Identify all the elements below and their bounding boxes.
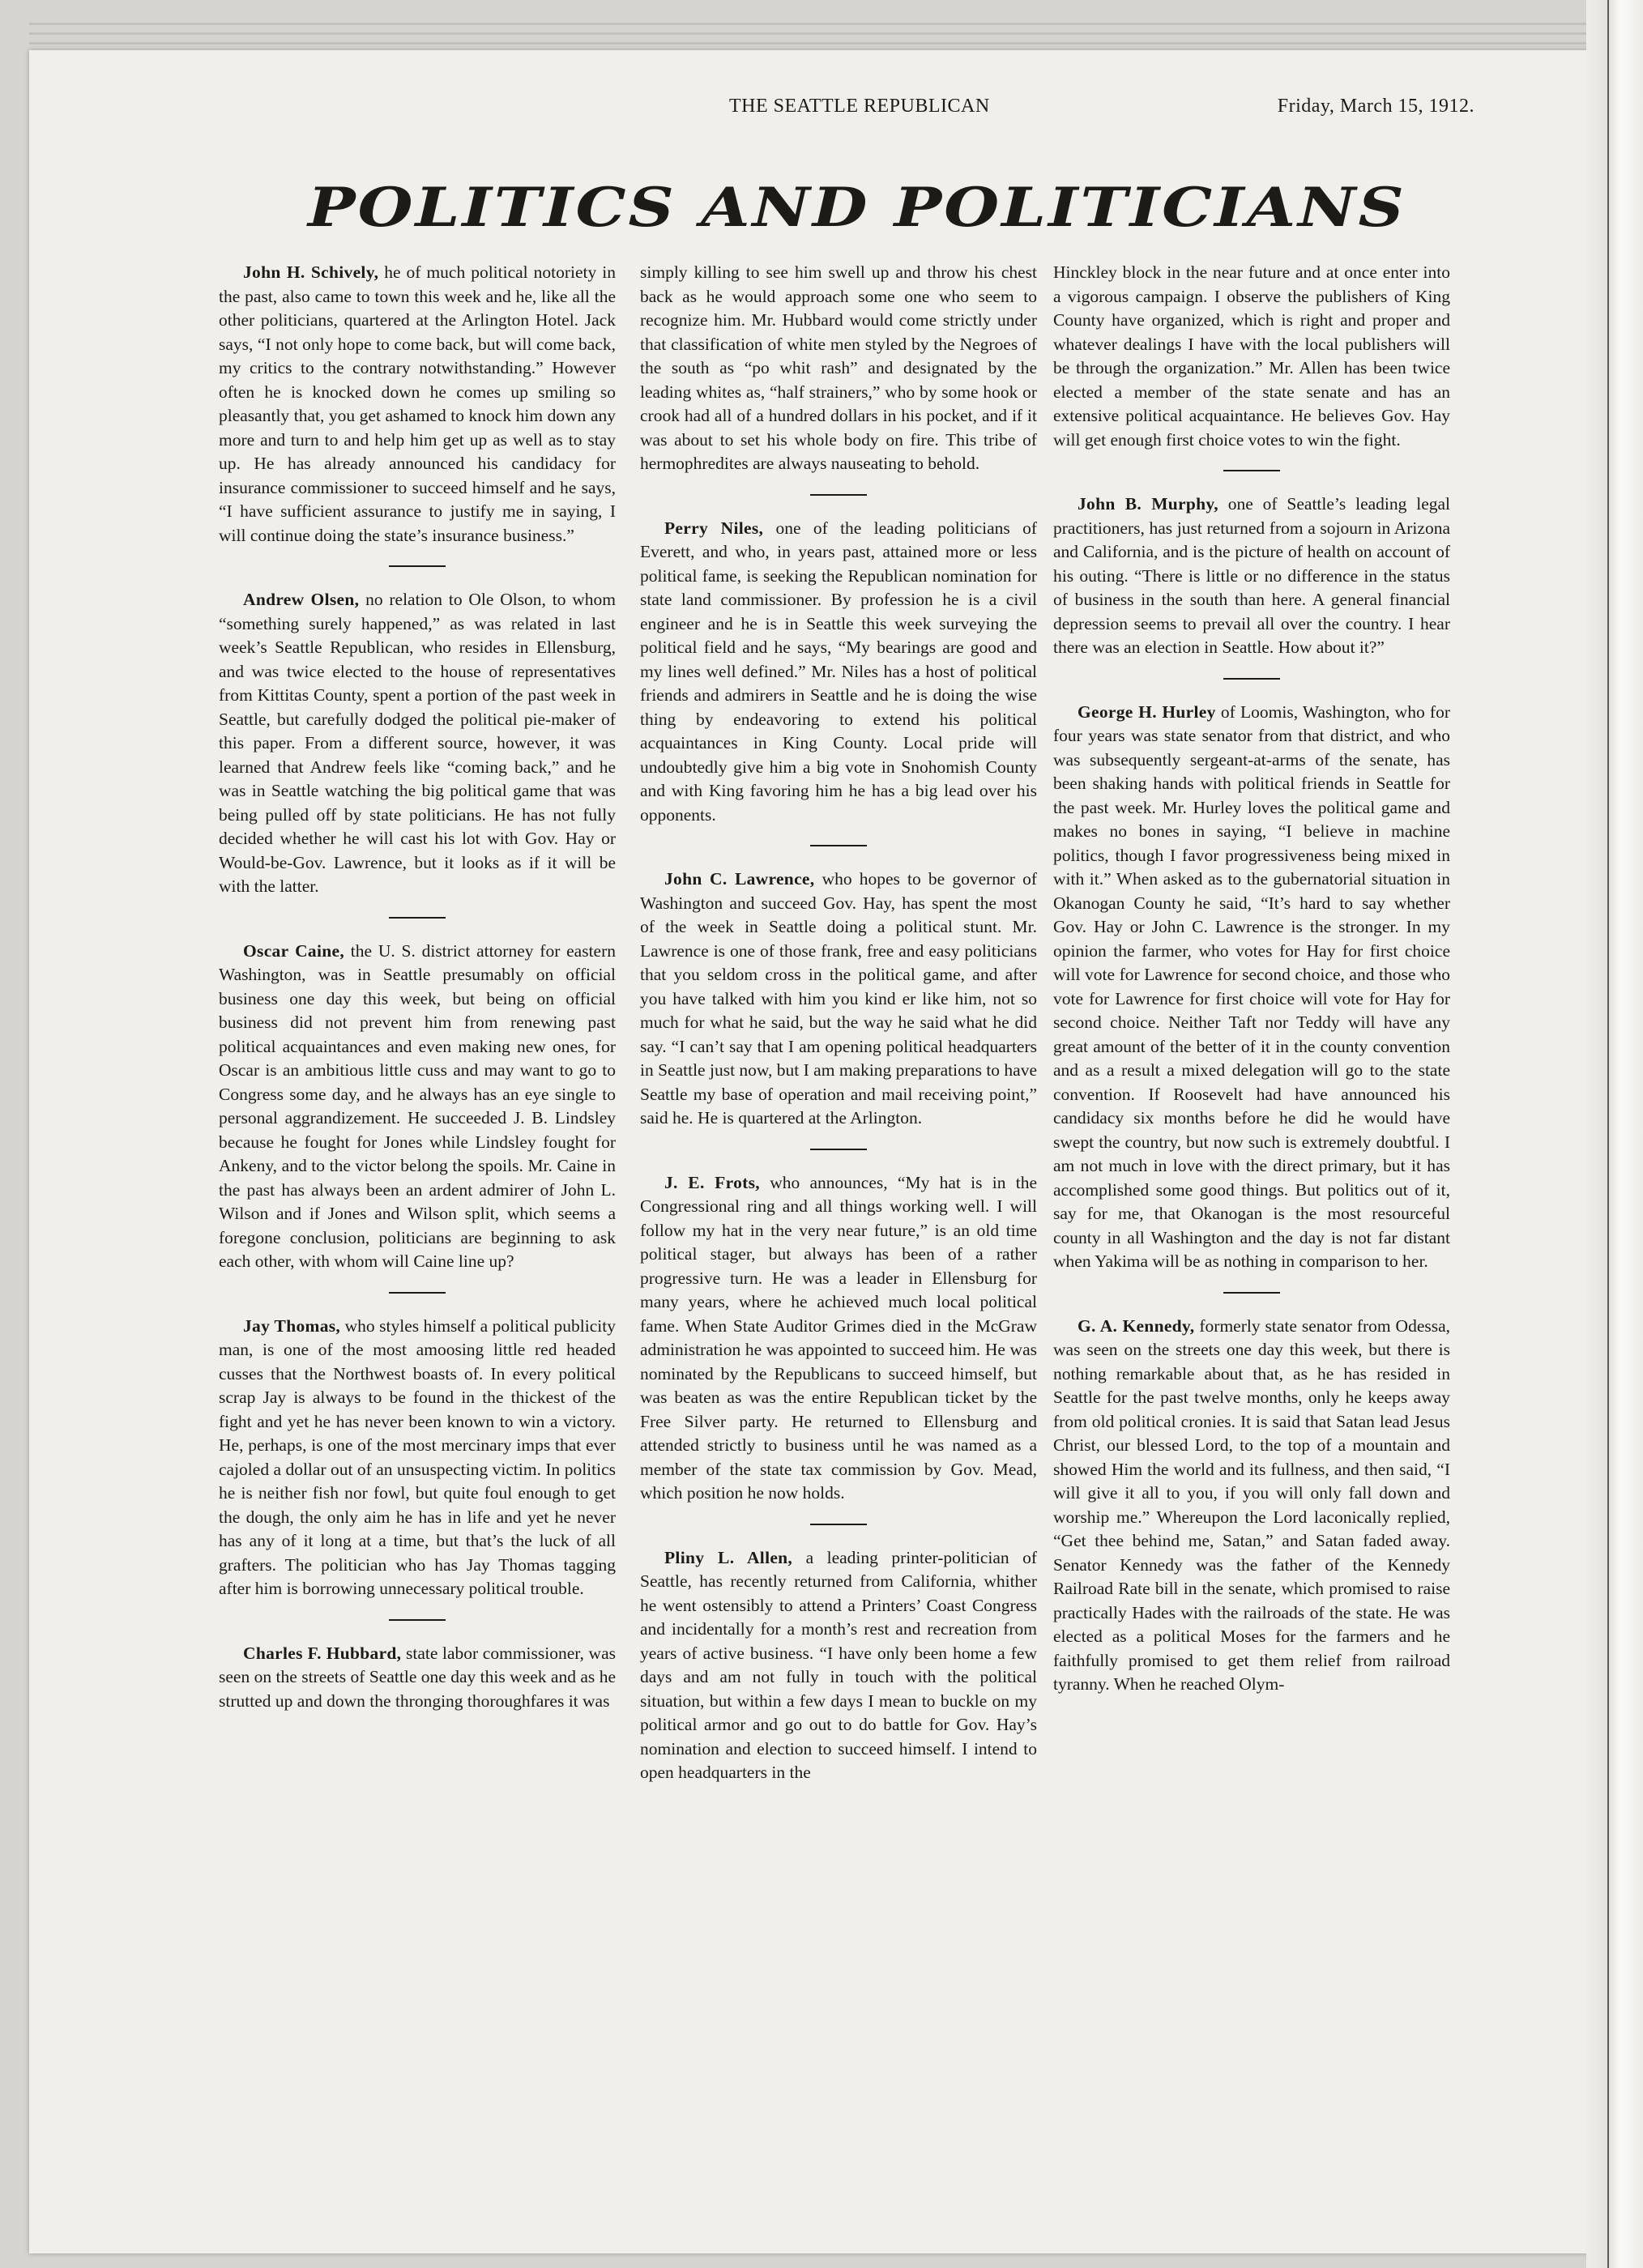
page-stack-edge <box>29 23 1586 25</box>
news-item <box>1053 1315 1450 1697</box>
page-stack-edge <box>29 32 1586 35</box>
section-divider <box>1223 470 1280 471</box>
person-name: Jay Thomas, <box>243 1315 341 1336</box>
page-stack-edge <box>29 42 1586 45</box>
news-item <box>1053 261 1450 452</box>
person-name: John B. Murphy, <box>1078 494 1218 514</box>
person-name: Andrew Olsen, <box>243 590 360 609</box>
person-name: Charles F. Hubbard, <box>243 1643 402 1663</box>
masthead <box>729 96 1474 117</box>
item-text: the U. S. district attorney for eastern Washington, was in Seattle presumably on official business one day this week, but being on official business did not prevent him from renewing past political acquaintances and even making new ones, for Oscar is an ambitious little cuss and may want to go to Congress some day, and he always has an eye single to personal aggrandizement. He succeeded J. B. Lindsley because he fought for Jones while Lindsley fought for Ankeny, and to the victor belong the spoils. Mr. Caine in the past has always been an ardent admirer of John L. Wilson and if Jones and Wilson split, which seems a foregone conclusion, politicians are beginning to ask each other, with whom will Caine line up? <box>219 940 616 1271</box>
section-divider <box>1223 678 1280 680</box>
article-column-2 <box>640 261 1037 1785</box>
section-divider <box>810 1149 867 1150</box>
section-divider <box>389 1292 446 1294</box>
item-text: simply killing to see him swell up and throw his chest back as he would approach some one who seem to recognize him. Mr. Hubbard would come strictly under that classification of white men styled by the Negroes of the south as “po whit rash” and designated by the leading whites as, “half strainers,” who by some hook or crook had all of a hundred dollars in his pocket, and if it was about to set his whole body on fire. This tribe of hermophredites are always nauseating to behold. <box>640 262 1037 473</box>
news-item <box>640 1171 1037 1506</box>
item-text: a leading printer-politician of Seattle, has recently returned from California, whither he went ostensibly to attend a Printers’ Coast Congress and incidentally for a month’s rest and recreation from years of active business. “I have only been home a few days and am not fully in touch with the political situation, but within a few days I mean to buckle on my political armor and go out to do battle for Gov. Hay’s nomination and election to succeed himself. I intend to open headquarters in the <box>640 1547 1038 1782</box>
person-name: John C. Lawrence, <box>664 869 815 889</box>
section-divider <box>810 1524 867 1525</box>
issue-date: Friday, March 15, 1912. <box>1277 96 1474 117</box>
section-divider <box>389 1619 446 1621</box>
news-item <box>640 517 1037 828</box>
item-text: of Loomis, Washington, who for four years was state senator from that district, and who was subsequently sergeant-at-arms of the senate, has been shaking hands with political friends in Seattle for the past week. Mr. Hurley loves the political game and makes no bones in saying, “I believe in machine politics, though I favor progressiveness being mixed in with it.” When asked as to the gubernatorial situation in Okanogan County he said, “It’s hard to say whether Gov. Hay or John C. Lawrence is the stronger. In my opinion the farmer, who votes for Hay for first choice will vote for Lawrence for second choice, and those who vote for Lawrence for first choice will vote for Hay for second choice. Neither Taft nor Teddy will have any great amount of the better of it in the county convention and as a result a mixed delegation will go to the state convention. If Roosevelt had have announced his candidacy six months before he did he would have swept the country, but now such is extremely doubtful. I am not much in love with the direct primary, but it has accomplished some good things. But politics out of it, say for me, that Okanogan is the most resourceful county in all Washington and the day is not far distant when Yakima will be as nothing in comparison to her. <box>1053 701 1450 1271</box>
section-divider <box>810 494 867 496</box>
news-item <box>219 940 616 1274</box>
person-name: Pliny L. Allen, <box>664 1547 793 1567</box>
item-text: who announces, “My hat is in the Congressional ring and all things working well. I will follow my hat in the very near future,” is an old time political stager, but always has been of a rather progressive turn. He was a leader in Ellensburg for many years, where he achieved much local political fame. When State Auditor Grimes died in the McGraw administration he was appointed to succeed him. He was nominated by the Republicans to succeed himself, but was beaten as was the entire Republican ticket by the Free Silver party. He returned to Ellensburg and attended strictly to business until he was named as a member of the state tax commission by Gov. Mead, which position he now holds. <box>640 1172 1038 1503</box>
person-name: John H. Schively, <box>243 262 379 282</box>
news-item <box>219 1315 616 1601</box>
item-text: who hopes to be governor of Washington and succeed Gov. Hay, has spent the most of the week in Seattle doing a political stunt. Mr. Lawrence is one of those frank, free and easy politicians that you seldom cross in the political game, and after you have talked with him you kind er like him, not so much for what he said, but the way he said what he did say. “I can’t say that I am opening political headquarters in Seattle just now, but I am making preparations to have Seattle my base of operation and mail receiving point,” said he. He is quartered at the Arlington. <box>640 869 1038 1128</box>
page-headline: POLITICS AND POLITICIANS <box>308 177 1406 240</box>
paper-name: THE SEATTLE REPUBLICAN <box>729 96 990 117</box>
person-name: Oscar Caine, <box>243 940 345 961</box>
news-item <box>1053 492 1450 660</box>
section-divider <box>1223 1292 1280 1294</box>
item-text: he of much political notoriety in the past, also came to town this week and he, like all the other politicians, quartered at the Arlington Hotel. Jack says, “I not only hope to come back, but will come back, my critics to the contrary notwithstanding.” However often he is knocked down he comes up smiling so pleasantly that, you get ashamed to knock him down any more and turn to and help him get up as well as to stay up. He has already announced his candidacy for insurance commissioner to succeed himself and he says, “I have sufficient assurance to justify me in saying, I will continue doing the state’s insurance business.” <box>219 262 616 545</box>
item-text: no relation to Ole Olson, to whom “something surely happened,” as was related in last week’s Seattle Republican, who resides in Ellensburg, and was twice elected to the house of representatives from Kittitas County, spent a portion of the past week in Seattle, but carefully dodged the political pie-maker of this paper. From a different source, however, it was learned that Andrew feels like “coming back,” and he was in Seattle watching the big political game that was being pulled off by state politicians. He has not fully decided whether he will cast his lot with Gov. Hay or Would-be-Gov. Lawrence, but it looks as if it will be with the latter. <box>219 590 616 896</box>
article-column-3 <box>1053 261 1450 1697</box>
page-binding <box>1586 0 1643 2268</box>
news-item <box>219 588 616 899</box>
news-item <box>640 1546 1037 1785</box>
item-text: Hinckley block in the near future and at once enter into a vigorous campaign. I observe the publishers of King County have organized, which is right and proper and whatever dealings I have with the local publishers will be through the organization.” Mr. Allen has been twice elected a member of the state senate and has an extensive political acquaintance. He believes Gov. Hay will get enough first choice votes to win the fight. <box>1053 262 1450 450</box>
news-item <box>640 868 1037 1131</box>
person-name: Perry Niles, <box>664 518 764 538</box>
binding-line <box>1607 0 1609 2268</box>
section-divider <box>389 917 446 919</box>
news-item <box>1053 701 1450 1274</box>
news-item <box>219 261 616 548</box>
person-name: G. A. Kennedy, <box>1078 1315 1195 1336</box>
item-text: who styles himself a political publicity man, is one of the most amoosing little red headed cusses that the Northwest boasts of. In every political scrap Jay is always to be found in the thickest of the fight and yet he has never been known to win a victory. He, perhaps, is one of the most mercinary imps that ever cajoled a dollar out of an unsuspecting victim. In politics he is neither fish nor fowl, but quite foul enough to get the dough, the only aim he has in life and yet he never has any of it long at a time, but that’s the luck of all grafters. The politician who has Jay Thomas tagging after him is borrowing unnecessary political trouble. <box>219 1315 616 1598</box>
news-item <box>640 261 1037 476</box>
section-divider <box>810 845 867 846</box>
person-name: George H. Hurley <box>1078 701 1216 722</box>
item-text: state labor commissioner, was seen on the streets of Seattle one day this week and as he strutted up and down the thronging thoroughfares it was <box>219 1643 616 1711</box>
article-column-1 <box>219 261 616 1713</box>
person-name: J. E. Frots, <box>664 1172 760 1192</box>
news-item <box>219 1642 616 1714</box>
section-divider <box>389 565 446 567</box>
item-text: one of the leading politicians of Everett, and who, in years past, attained more or less political fame, is seeking the Republican nomination for state land commissioner. By profession he is a civil engineer and he is in Seattle this week surveying the political field and he says, “My bearings are good and my lines well defined.” Mr. Niles has a host of political friends and admirers in Seattle and he is doing the wise thing by endeavoring to extend his political acquaintances in King County. Local pride will undoubtedly give him a big vote in Snohomish County and with King favoring him he has a big lead over his opponents. <box>640 518 1038 825</box>
item-text: one of Seattle’s leading legal practitioners, has just returned from a sojourn in Arizona and California, and is the picture of health on account of his outing. “There is little or no difference in the status of business in the south than here. A general financial depression seems to prevail all over the country. I hear there was an election in Seattle. How about it?” <box>1053 494 1450 657</box>
item-text: formerly state senator from Odessa, was seen on the streets one day this week, but there is nothing remarkable about that, as he has resided in Seattle for the past twelve months, only he keeps away from old political cronies. It is said that Satan lead Jesus Christ, our blessed Lord, to the top of a mountain and showed Him the world and its fullness, and then said, “I will give it all to you, if you will only fall down and worship me.” Whereupon the Lord laconically replied, “Get thee behind me, Satan,” and Satan faded away. Senator Kennedy was the father of the Kennedy Railroad Rate bill in the senate, which promised to raise practically Hades with the railroads of the state. He was elected as a political Moses for the farmers and he faithfully promised to get them relief from railroad tyranny. When he reached Olym- <box>1053 1315 1451 1694</box>
